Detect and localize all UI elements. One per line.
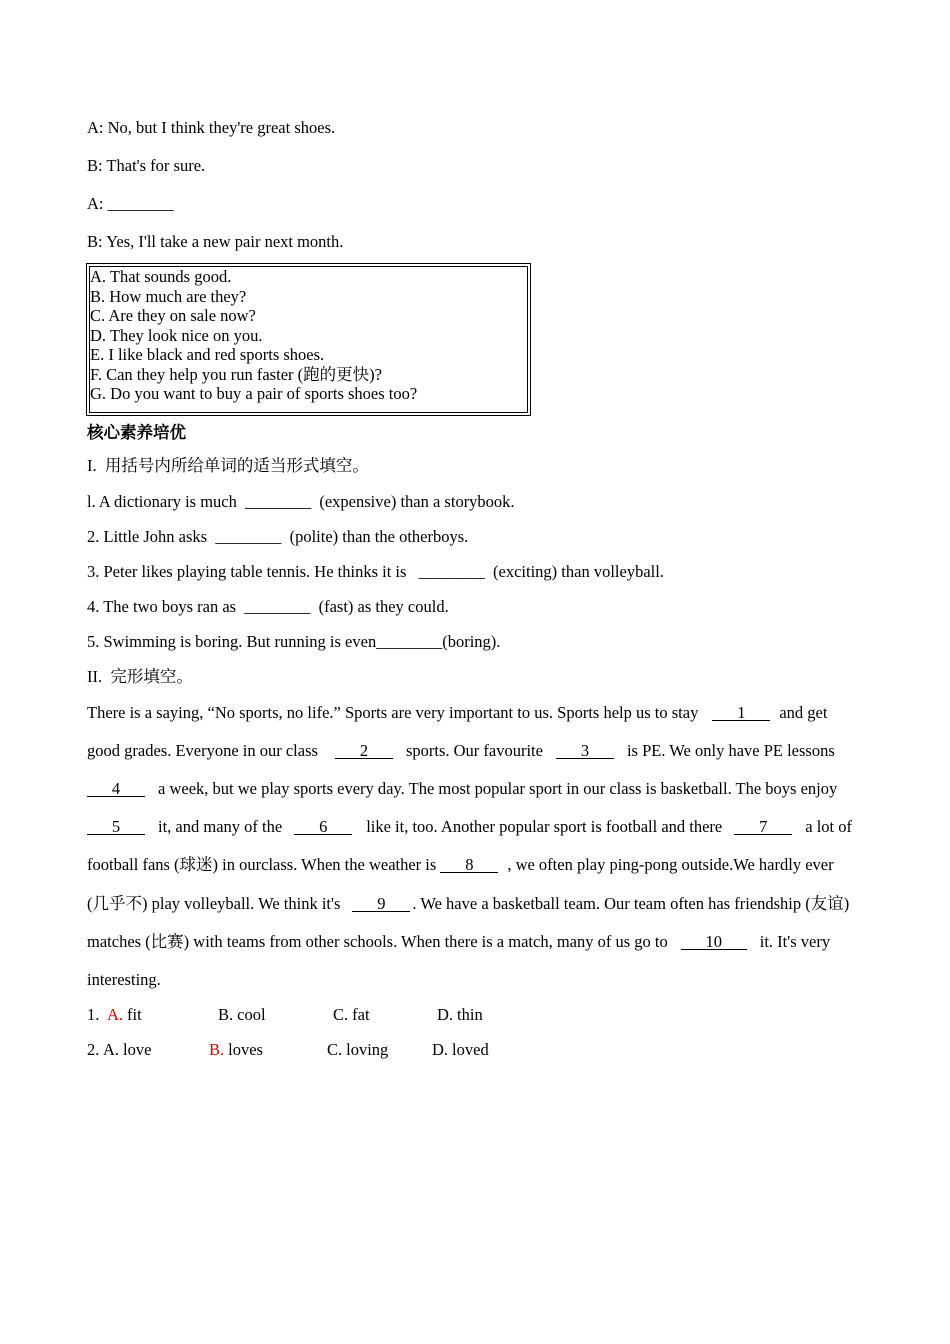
passage-text: . We have a basketball team. Our team often has friendship (友谊): [412, 894, 850, 913]
question-row: [0, 1005, 950, 1024]
choice-letter: D.: [437, 1005, 454, 1024]
passage-line: [87, 779, 837, 804]
passage-line: [87, 932, 830, 957]
passage-text: , we often play ping-pong outside.We hardly ever: [507, 855, 834, 874]
passage-text: and get: [779, 703, 828, 722]
choice-letter: B.: [209, 1040, 225, 1059]
option-item: A. That sounds good.: [90, 267, 232, 286]
passage-text: like it, too. Another popular sport is football and there: [366, 817, 723, 836]
cloze-blank: 9: [352, 896, 410, 912]
part1-title: I. 用括号内所给单词的适当形式填空。: [87, 456, 369, 475]
passage-line: [87, 703, 827, 728]
dialogue-line: B: That's for sure.: [87, 156, 206, 175]
choice-text: loved: [452, 1040, 489, 1059]
part1-item: l. A dictionary is much ________ (expensive) than a storybook.: [87, 492, 515, 511]
passage-text: a week, but we play sports every day. The most popular sport in our class is basketball. The boys enjoy: [158, 779, 838, 798]
cloze-blank: 8: [440, 857, 498, 873]
choice: [209, 1040, 263, 1059]
choice-text: cool: [237, 1005, 266, 1024]
choice-letter: D.: [432, 1040, 449, 1059]
options-box: [86, 263, 531, 416]
passage-line: [87, 741, 835, 766]
choice-letter: C.: [333, 1005, 349, 1024]
passage-text: a lot of: [805, 817, 852, 836]
passage-text: There is a saying, “No sports, no life.” Sports are very important to us. Sports help us to stay: [87, 703, 699, 722]
choice: [107, 1005, 142, 1024]
cloze-blank: 4: [87, 781, 145, 797]
passage-line: [87, 894, 849, 919]
choice: [218, 1005, 266, 1024]
dialogue-line: A: No, but I think they're great shoes.: [87, 118, 336, 137]
choice-text: loves: [228, 1040, 263, 1059]
part1-item: 3. Peter likes playing table tennis. He thinks it is ________ (exciting) than volleyball.: [87, 562, 664, 581]
choice-letter: B.: [218, 1005, 234, 1024]
choice-text: fat: [352, 1005, 370, 1024]
choice: [333, 1005, 370, 1024]
cloze-blank: 7: [734, 819, 792, 835]
passage-text: good grades. Everyone in our class: [87, 741, 318, 760]
options-box-inner: [89, 266, 528, 413]
passage-line: interesting.: [87, 970, 161, 989]
passage-line: [87, 817, 852, 842]
question-number: 2.: [87, 1040, 100, 1059]
passage-text: football fans (球迷) in ourclass. When the weather is: [87, 855, 437, 874]
question-row: [0, 1040, 950, 1059]
section-heading: 核心素养培优: [87, 423, 186, 442]
choice: [327, 1040, 388, 1059]
choice-text: loving: [346, 1040, 389, 1059]
option-item: E. I like black and red sports shoes.: [90, 345, 325, 364]
passage-text: is PE. We only have PE lessons: [626, 741, 835, 760]
option-item: F. Can they help you run faster (跑的更快)?: [90, 364, 382, 384]
cloze-blank: 6: [294, 819, 352, 835]
choice-text: thin: [457, 1005, 483, 1024]
part2-title: II. 完形填空。: [87, 667, 193, 686]
option-item: D. They look nice on you.: [90, 325, 263, 345]
choice: [432, 1040, 489, 1059]
passage-text: it, and many of the: [158, 817, 283, 836]
choice: [437, 1005, 483, 1024]
cloze-blank: 10: [681, 934, 747, 950]
option-item: C. Are they on sale now?: [90, 306, 256, 325]
question-number: 1.: [87, 1005, 100, 1024]
choice-letter: A.: [103, 1040, 120, 1059]
passage-text: it. It's very: [759, 932, 831, 951]
choice-text: fit: [127, 1005, 142, 1024]
option-item: G. Do you want to buy a pair of sports shoes too?: [90, 384, 418, 403]
choice-letter: C.: [327, 1040, 343, 1059]
cloze-blank: 5: [87, 819, 145, 835]
passage-line: [87, 855, 834, 880]
choice-text: love: [123, 1040, 152, 1059]
choice-letter: A.: [107, 1005, 124, 1024]
cloze-blank: 3: [556, 743, 614, 759]
dialogue-line: B: Yes, I'll take a new pair next month.: [87, 232, 344, 251]
choice: [103, 1040, 151, 1059]
passage-text: matches (比赛) with teams from other schools. When there is a match, many of us go to: [87, 932, 668, 951]
passage-text: (几乎不) play volleyball. We think it's: [87, 894, 341, 913]
cloze-blank: 1: [712, 705, 770, 721]
part1-item: 2. Little John asks ________ (polite) than the otherboys.: [87, 527, 469, 546]
part1-item: 5. Swimming is boring. But running is even________(boring).: [87, 632, 501, 651]
passage-text: sports. Our favourite: [405, 741, 543, 760]
part1-item: 4. The two boys ran as ________ (fast) as they could.: [87, 597, 449, 616]
cloze-blank: 2: [335, 743, 393, 759]
dialogue-line-blank: A: ________: [87, 194, 174, 213]
option-item: B. How much are they?: [90, 286, 247, 306]
